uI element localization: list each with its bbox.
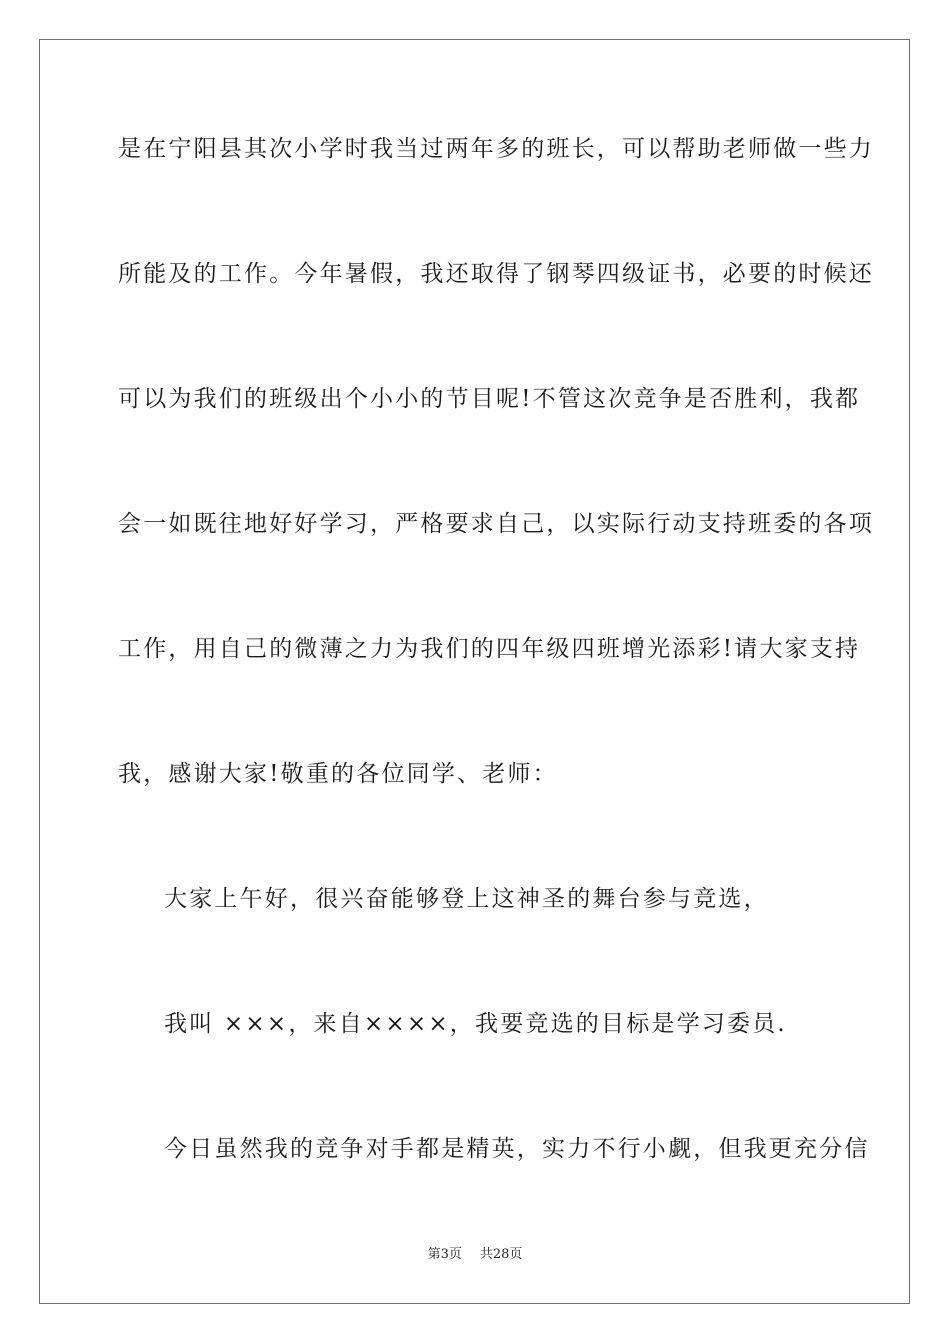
body-text-line: 工作，用自己的微薄之力为我们的四年级四班增光添彩!请大家支持 bbox=[118, 636, 861, 662]
body-text-line: 所能及的工作。今年暑假，我还取得了钢琴四级证书，必要的时候还 bbox=[118, 261, 874, 287]
page-number: 第3页 bbox=[427, 1247, 462, 1262]
body-text-line: 大家上午好，很兴奋能够登上这神圣的舞台参与竞选， bbox=[164, 886, 769, 912]
body-text-line: 会一如既往地好好学习，严格要求自己，以实际行动支持班委的各项 bbox=[118, 511, 874, 537]
body-text-line: 是在宁阳县其次小学时我当过两年多的班长，可以帮助老师做一些力 bbox=[118, 136, 874, 162]
body-text-line: 可以为我们的班级出个小小的节目呢!不管这次竞争是否胜利，我都 bbox=[118, 386, 861, 412]
page-border bbox=[39, 39, 910, 1304]
page-total: 共28页 bbox=[479, 1247, 523, 1262]
page-footer bbox=[0, 1246, 950, 1264]
body-text-line: 我叫 ×××，来自××××，我要竞选的目标是学习委员. bbox=[164, 1011, 787, 1037]
body-text-line: 我，感谢大家!敬重的各位同学、老师： bbox=[118, 761, 558, 787]
body-text-line: 今日虽然我的竞争对手都是精英，实力不行小觑，但我更充分信 bbox=[164, 1136, 870, 1162]
